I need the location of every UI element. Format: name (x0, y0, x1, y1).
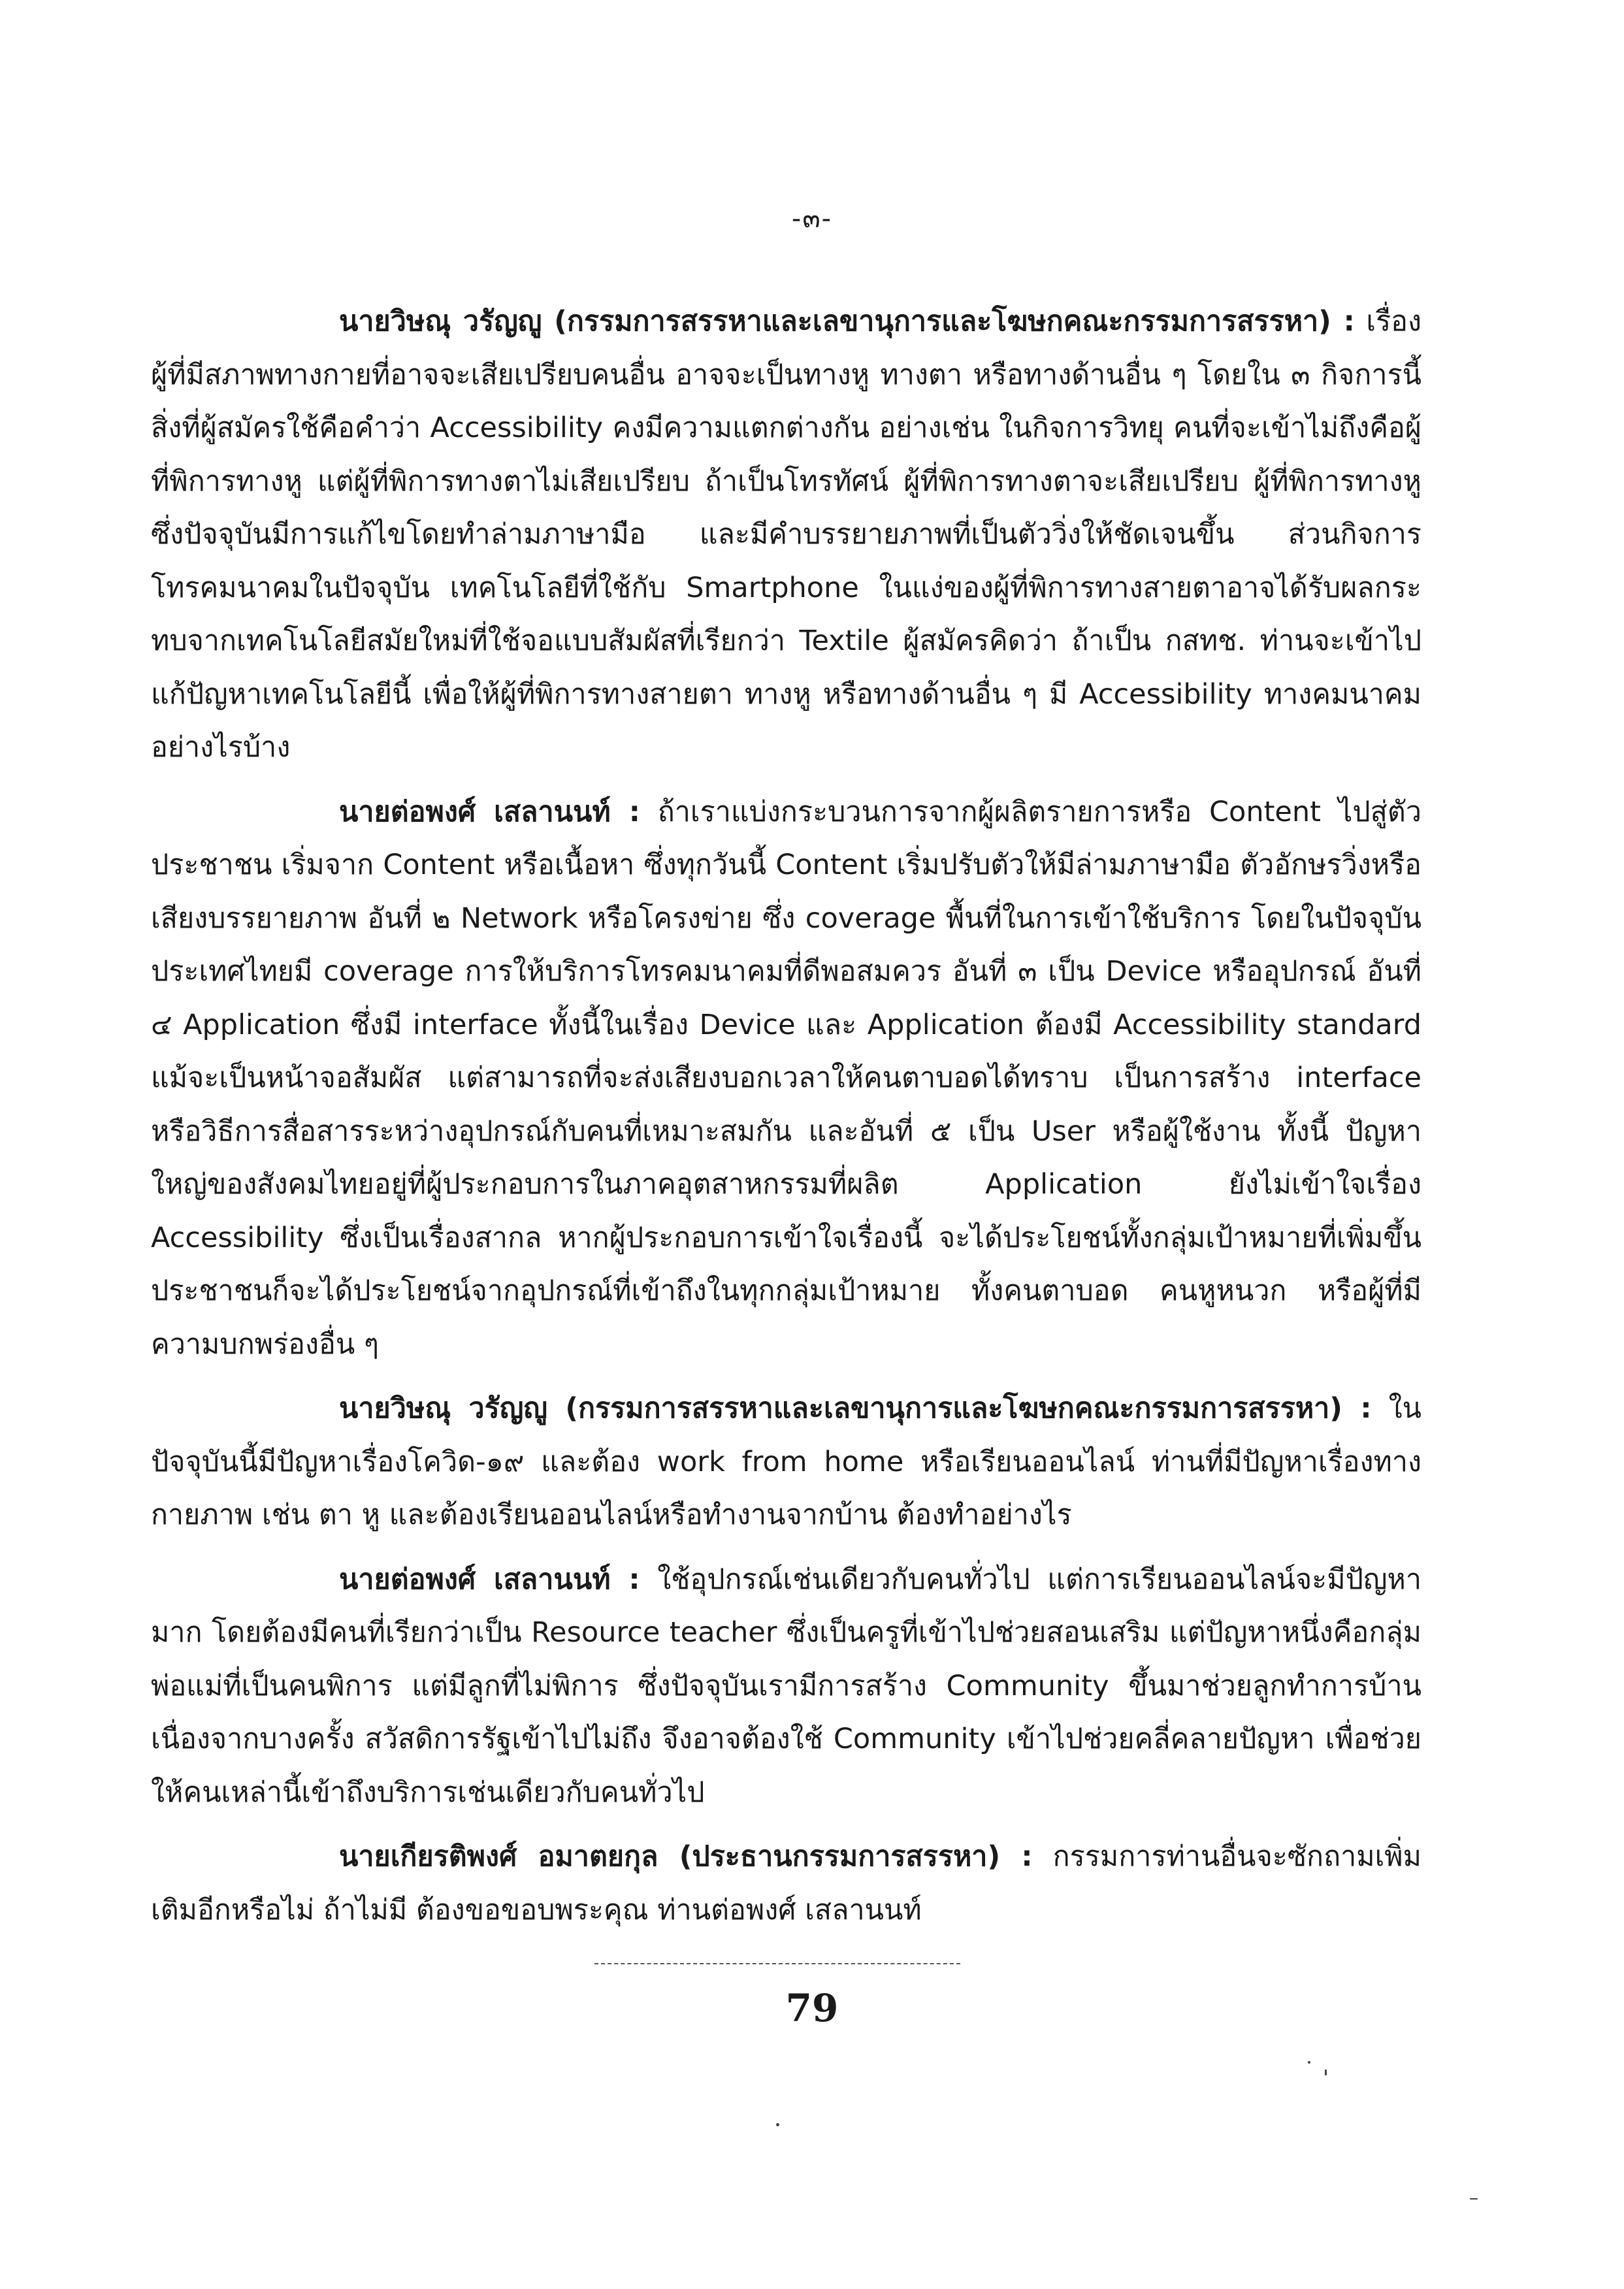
speaker-name: นายวิษณุ วรัญญู (กรรมการสรรหาและเลขานุการและโฆษกคณะกรรมการสรรหา) : (339, 305, 1355, 338)
scan-speck (1470, 2198, 1478, 2200)
speaker-name: นายต่อพงศ์ เสลานนท์ : (339, 1563, 640, 1596)
paragraph-5 (151, 1830, 1421, 1937)
paragraph-1 (151, 295, 1421, 775)
page-number: 79 (785, 1986, 839, 2030)
scan-speck (776, 2123, 779, 2126)
paragraph-text: ในปัจจุบันนี้มีปัญหาเรื่องโควิด-๑๙ และต้อง work from home หรือเรียนออนไลน์ ท่านที่มีปัญหาเรื่องทางกายภาพ เช่น ตา หู และต้องเรียนออนไลน์หรือทำงานจากบ้าน ต้องทำอย่างไร (151, 1392, 1421, 1531)
speaker-name: นายเกียรติพงศ์ อมาตยกุล (ประธานกรรมการสรรหา) : (339, 1840, 1033, 1873)
paragraph-text: เรื่องผู้ที่มีสภาพทางกายที่อาจจะเสียเปรียบคนอื่น อาจจะเป็นทางหู ทางตา หรือทางด้านอื่น ๆ โดยใน ๓ กิจการนี้ สิ่งที่ผู้สมัครใช้คือคำว่า Accessibility คงมีความแตกต่างกัน อย่างเช่น ในกิจการวิทยุ คนที่จะเข้าไม่ถึงคือผู้ที่พิการทางหู แต่ผู้ที่พิการทางตาไม่เสียเปรียบ ถ้าเป็นโทรทัศน์ ผู้ที่พิการทางตาจะเสียเปรียบ ผู้ที่พิการทางหู ซึ่งปัจจุบันมีการแก้ไขโดยทำล่ามภาษามือ และมีคำบรรยายภาพที่เป็นตัววิ่งให้ชัดเจนขึ้น ส่วนกิจการโทรคมนาคมในปัจจุบัน เทคโนโลยีที่ใช้กับ Smartphone ในแง่ของผู้ที่พิการทางสายตาอาจได้รับผลกระทบจากเทคโนโลยีสมัยใหม่ที่ใช้จอแบบสัมผัสที่เรียกว่า Textile ผู้สมัครคิดว่า ถ้าเป็น กสทช. ท่านจะเข้าไปแก้ปัญหาเทคโนโลยีนี้ เพื่อให้ผู้ที่พิการทางสายตา ทางหู หรือทางด้านอื่น ๆ มี Accessibility ทางคมนาคมอย่างไรบ้าง (151, 305, 1421, 764)
paragraph-4 (151, 1553, 1421, 1820)
paragraph-2 (151, 786, 1421, 1372)
paragraph-text: ใช้อุปกรณ์เช่นเดียวกับคนทั่วไป แต่การเรียนออนไลน์จะมีปัญหามาก โดยต้องมีคนที่เรียกว่าเป็น Resource teacher ซึ่งเป็นครูที่เข้าไปช่วยสอนเสริม แต่ปัญหาหนึ่งคือกลุ่มพ่อแม่ที่เป็นคนพิการ แต่มีลูกที่ไม่พิการ ซึ่งปัจจุบันเรามีการสร้าง Community ขึ้นมาช่วยลูกทำการบ้าน เนื่องจากบางครั้ง สวัสดิการรัฐเข้าไปไม่ถึง จึงอาจต้องใช้ Community เข้าไปช่วยคลี่คลายปัญหา เพื่อช่วยให้คนเหล่านี้เข้าถึงบริการเช่นเดียวกับคนทั่วไป (151, 1563, 1422, 1809)
page-marker: -๓- (791, 204, 833, 234)
paragraph-text: ถ้าเราแบ่งกระบวนการจากผู้ผลิตรายการหรือ Content ไปสู่ตัวประชาชน เริ่มจาก Content หรือเนื้อหา ซึ่งทุกวันนี้ Content เริ่มปรับตัวให้มีล่ามภาษามือ ตัวอักษรวิ่งหรือเสียงบรรยายภาพ อันที่ ๒ Network หรือโครงข่าย ซึ่ง coverage พื้นที่ในการเข้าใช้บริการ โดยในปัจจุบัน ประเทศไทยมี coverage การให้บริการโทรคมนาคมที่ดีพอสมควร อันที่ ๓ เป็น Device หรืออุปกรณ์ อันที่ ๔ Application ซึ่งมี interface ทั้งนี้ในเรื่อง Device และ Application ต้องมี Accessibility standard แม้จะเป็นหน้าจอสัมผัส แต่สามารถที่จะส่งเสียงบอกเวลาให้คนตาบอดได้ทราบ เป็นการสร้าง interface หรือวิธีการสื่อสารระหว่างอุปกรณ์กับคนที่เหมาะสมกัน และอันที่ ๕ เป็น User หรือผู้ใช้งาน ทั้งนี้ ปัญหาใหญ่ของสังคมไทยอยู่ที่ผู้ประกอบการในภาคอุตสาหกรรมที่ผลิต Application ยังไม่เข้าใจเรื่อง Accessibility ซึ่งเป็นเรื่องสากล หากผู้ประกอบการเข้าใจเรื่องนี้ จะได้ประโยชน์ทั้งกลุ่มเป้าหมายที่เพิ่มขึ้น ประชาชนก็จะได้ประโยชน์จากอุปกรณ์ที่เข้าถึงในทุกกลุ่มเป้าหมาย ทั้งคนตาบอด คนหูหนวก หรือผู้ที่มีความบกพร่องอื่น ๆ (151, 795, 1421, 1361)
scan-speck (1325, 2070, 1327, 2075)
speaker-name: นายต่อพงศ์ เสลานนท์ : (339, 795, 640, 828)
transcript-body (151, 295, 1421, 1937)
footer-divider (594, 1963, 960, 1964)
paragraph-3 (151, 1382, 1421, 1542)
paragraph-text: กรรมการท่านอื่นจะซักถามเพิ่มเติมอีกหรือไม่ ถ้าไม่มี ต้องขอขอบพระคุณ ท่านต่อพงศ์ เสลานนท์ (151, 1840, 1421, 1926)
speaker-name: นายวิษณุ วรัญญู (กรรมการสรรหาและเลขานุการและโฆษกคณะกรรมการสรรหา) : (339, 1392, 1372, 1425)
scan-speck (1308, 2061, 1310, 2064)
